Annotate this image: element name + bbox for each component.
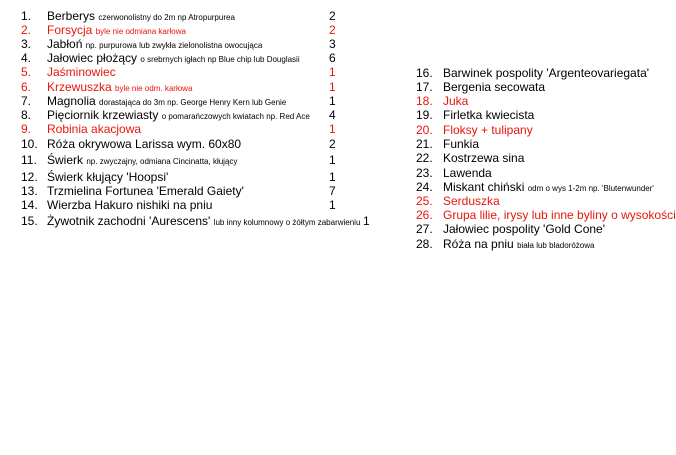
item-text xyxy=(443,94,468,108)
plant-name: Bergenia secowata xyxy=(443,80,546,94)
item-number: 24. xyxy=(416,180,433,194)
plant-name: Pięciornik krzewiasty xyxy=(47,108,159,122)
plant-name: Wierzba Hakuro nishiki na pniu xyxy=(47,198,213,212)
item-number: 14. xyxy=(21,198,38,212)
quantity: 4 xyxy=(329,108,336,122)
plant-name: Juka xyxy=(443,94,469,108)
item-text xyxy=(443,237,594,253)
item-text xyxy=(443,80,545,94)
plant-name: Świerk xyxy=(47,153,84,167)
plant-note: np. purpurowa lub zwykła zielonolistna owocująca xyxy=(85,41,263,50)
item-text xyxy=(47,153,237,169)
plant-name: Róża na pniu xyxy=(443,237,514,251)
item-number: 25. xyxy=(416,194,433,208)
plant-note: byle nie odm. karłowa xyxy=(115,84,193,93)
quantity: 1 xyxy=(329,153,336,167)
item-number: 27. xyxy=(416,222,433,236)
item-text xyxy=(443,166,492,180)
plant-note: lub inny kolumnowy o żółtym zabarwieniu xyxy=(213,218,361,227)
item-number: 28. xyxy=(416,237,433,251)
item-text xyxy=(47,198,212,212)
item-text xyxy=(443,151,524,165)
plant-note: biała lub bladoróżowa xyxy=(517,241,595,250)
plant-name: Floksy + tulipany xyxy=(443,123,533,137)
quantity: 1 xyxy=(329,122,336,136)
item-text xyxy=(443,66,649,80)
item-number: 5. xyxy=(21,65,32,79)
item-number: 3. xyxy=(21,37,32,51)
quantity: 1 xyxy=(329,198,336,212)
plant-name: Kostrzewa sina xyxy=(443,151,525,165)
item-text xyxy=(443,208,676,222)
plant-note: o srebrnych igłach np Blue chip lub Douglasii xyxy=(140,55,300,64)
plant-name: Funkia xyxy=(443,137,480,151)
plant-name: Lawenda xyxy=(443,166,492,180)
plant-note: odm o wys 1-2m np. 'Blutenwunder' xyxy=(527,184,654,193)
item-number: 7. xyxy=(21,94,32,108)
item-text xyxy=(443,137,479,151)
plant-name: Firletka kwiecista xyxy=(443,108,535,122)
quantity: 1 xyxy=(329,80,336,94)
item-number: 21. xyxy=(416,137,433,151)
item-text xyxy=(443,222,605,236)
item-number: 9. xyxy=(21,122,32,136)
plant-name: Robinia akacjowa xyxy=(47,122,142,136)
quantity: 2 xyxy=(329,9,336,23)
plant-name: Forsycja xyxy=(47,23,93,37)
item-number: 6. xyxy=(21,80,32,94)
plant-name: Miskant chiński xyxy=(443,180,525,194)
quantity: 1 xyxy=(329,65,336,79)
item-text xyxy=(47,170,168,184)
quantity: 7 xyxy=(329,184,336,198)
item-number: 20. xyxy=(416,123,433,137)
item-number: 1. xyxy=(21,9,32,23)
plant-name: Magnolia xyxy=(47,94,96,108)
plant-name: Jałowiec płożący xyxy=(47,51,138,65)
quantity: 3 xyxy=(329,37,336,51)
plant-name: Jałowiec pospolity 'Gold Cone' xyxy=(443,222,605,236)
plant-note: np. zwyczajny, odmiana Cincinatta, kłujący xyxy=(86,157,238,166)
quantity: 2 xyxy=(329,23,336,37)
plant-name: Jabłoń xyxy=(47,37,83,51)
plant-name: Barwinek pospolity 'Argenteovariegata' xyxy=(443,66,650,80)
quantity: 1 xyxy=(363,214,370,228)
item-text xyxy=(443,108,534,122)
item-text xyxy=(443,194,500,208)
plant-note: byle nie odmiana karłowa xyxy=(95,27,186,36)
plant-name: Berberys xyxy=(47,9,96,23)
plant-name: Jaśminowiec xyxy=(47,65,116,79)
plant-name: Serduszka xyxy=(443,194,500,208)
plant-name: Róża okrywowa Larissa wym. 60x80 xyxy=(47,137,242,151)
item-number: 26. xyxy=(416,208,433,222)
plant-name: Grupa lilie, irysy lub inne byliny o wysokości xyxy=(443,208,676,222)
item-number: 22. xyxy=(416,151,433,165)
quantity: 1 xyxy=(329,170,336,184)
item-number: 12. xyxy=(21,170,38,184)
plant-name: Żywotnik zachodni 'Aurescens' xyxy=(47,214,211,228)
plant-note: o pomarańczowych kwiatach np. Red Ace xyxy=(161,112,310,121)
item-text xyxy=(47,122,141,136)
item-text xyxy=(443,123,533,137)
item-text xyxy=(47,184,244,198)
item-number: 11. xyxy=(21,153,37,167)
quantity: 1 xyxy=(329,94,336,108)
item-text xyxy=(47,137,241,151)
item-number: 16. xyxy=(416,66,433,80)
plant-name: Krzewuszka xyxy=(47,80,112,94)
item-number: 4. xyxy=(21,51,32,65)
plant-note: dorastająca do 3m np. George Henry Kern lub Genie xyxy=(99,98,287,107)
item-number: 8. xyxy=(21,108,32,122)
item-number: 2. xyxy=(21,23,32,37)
item-number: 23. xyxy=(416,166,433,180)
plant-name: Świerk kłujący 'Hoopsi' xyxy=(47,170,169,184)
item-number: 13. xyxy=(21,184,38,198)
quantity: 6 xyxy=(329,51,336,65)
item-number: 15. xyxy=(21,214,38,228)
quantity: 2 xyxy=(329,137,336,151)
item-text xyxy=(47,65,116,79)
item-text xyxy=(47,214,360,230)
item-number: 17. xyxy=(416,80,433,94)
plant-name: Trzmielina Fortunea 'Emerald Gaiety' xyxy=(47,184,244,198)
item-number: 18. xyxy=(416,94,433,108)
item-number: 19. xyxy=(416,108,433,122)
item-number: 10. xyxy=(21,137,38,151)
plant-note: czerwonolistny do 2m np Atropurpurea xyxy=(98,13,235,22)
